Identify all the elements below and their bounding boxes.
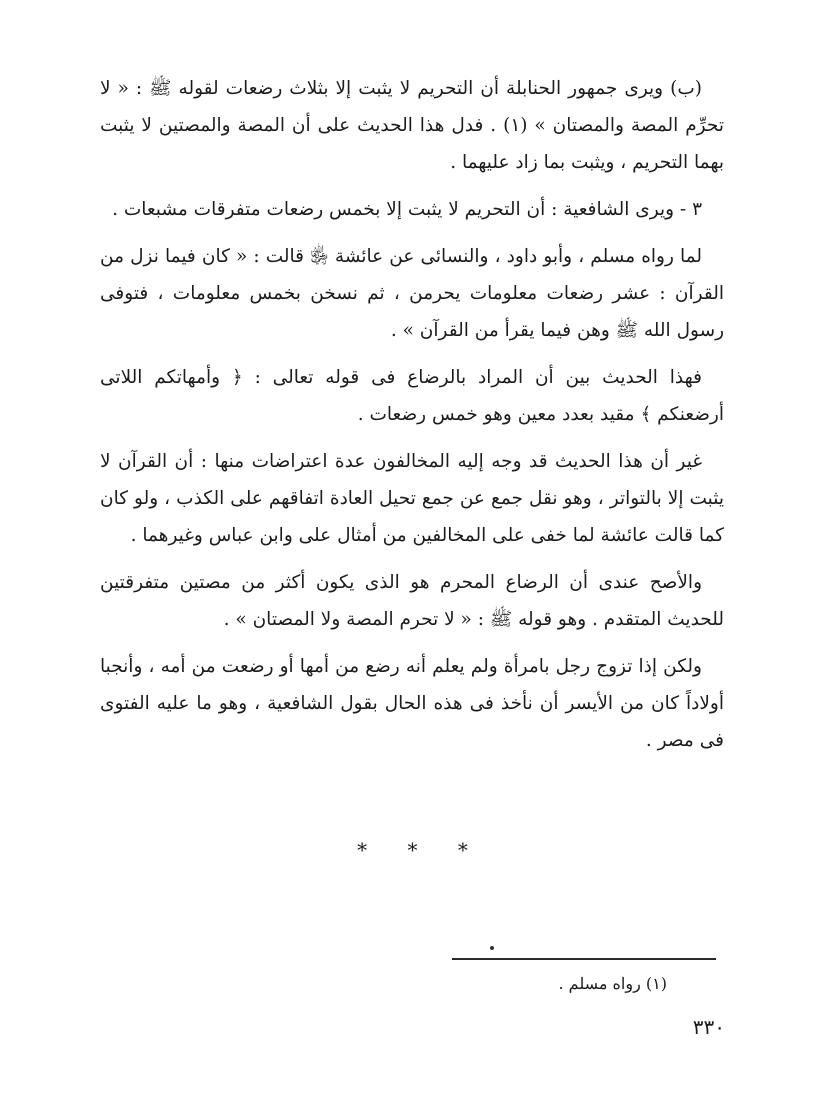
body-text: [100, 70, 724, 759]
ink-dot: [490, 946, 494, 950]
paragraph-fatwa-egypt: ولكن إذا تزوج رجل بامرأة ولم يعلم أنه رضع من أمها أو رضعت من أمه ، وأنجبا أولاداً كان من الأيسر أن نأخذ فى هذه الحال بقول الشافعية ، وهو ما عليه الفتوى فى مصر .: [100, 656, 724, 751]
footnote-divider: [452, 958, 716, 960]
page-number: ٣٣٠: [692, 1015, 725, 1039]
paragraph-hanbali-view: (ب) ويرى جمهور الحنابلة أن التحريم لا يثبت إلا بثلاث رضعات لقوله ﷺ : « لا تحرِّم المصة والمصتان » (١) . فدل هذا الحديث على أن المصة والمصتين لا يثبت بهما التحريم ، ويثبت بما زاد عليهما .: [100, 78, 724, 173]
separator-star: *: [357, 838, 368, 862]
section-separator: [0, 838, 825, 862]
footnote: (١) رواه مسلم .: [558, 974, 667, 993]
separator-star: *: [407, 838, 418, 862]
paragraph-hadith-explanation: فهذا الحديث بين أن المراد بالرضاع فى قوله تعالى : ﴿ وأمهاتكم اللاتى أرضعنكم ﴾ مقيد بعدد معين وهو خمس رضعات .: [100, 367, 724, 425]
paragraph-shafii-view: ٣ - ويرى الشافعية : أن التحريم لا يثبت إلا بخمس رضعات متفرقات مشبعات .: [112, 199, 702, 220]
paragraph-author-opinion: والأصح عندى أن الرضاع المحرم هو الذى يكون أكثر من مصتين متفرقتين للحديث المتقدم . وهو قوله ﷺ : « لا تحرم المصة ولا المصتان » .: [100, 572, 724, 630]
paragraph-objections: غير أن هذا الحديث قد وجه إليه المخالفون عدة اعتراضات منها : أن القرآن لا يثبت إلا بالتواتر ، وهو نقل جمع عن جمع تحيل العادة اتفاقهم على الكذب ، ولو كان كما قالت عائشة لما خفى على المخالفين من أمثال على وابن عباس وغيرهما .: [100, 451, 724, 546]
paragraph-aisha-hadith: لما رواه مسلم ، وأبو داود ، والنسائى عن عائشة ﵂ قالت : « كان فيما نزل من القرآن : عشر رضعات معلومات يحرمن ، ثم نسخن بخمس معلومات ، فتوفى رسول الله ﷺ وهن فيما يقرأ من القرآن » .: [100, 246, 724, 341]
separator-star: *: [457, 838, 468, 862]
